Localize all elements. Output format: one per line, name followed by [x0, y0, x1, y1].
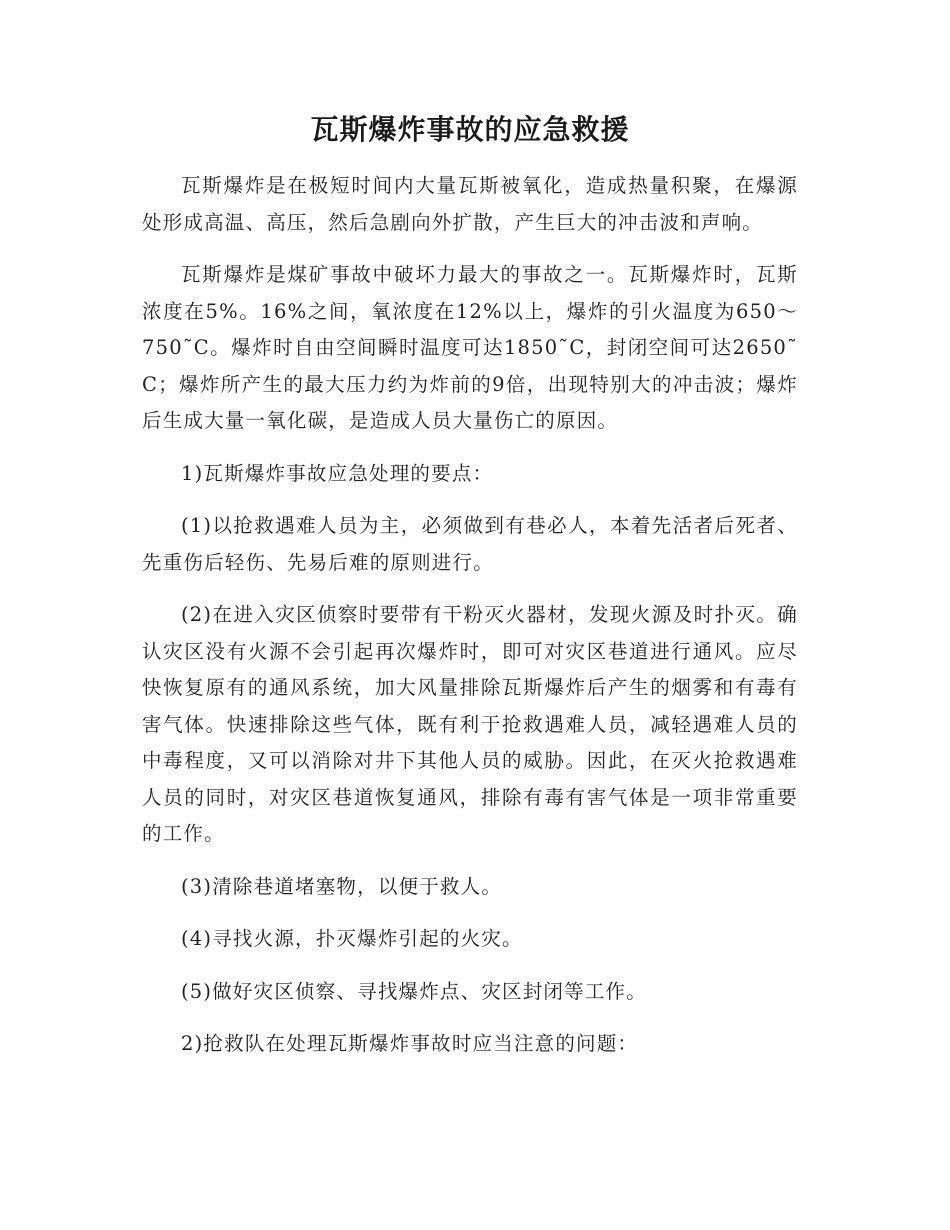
list-item-find-fire-source: (4)寻找火源，扑灭爆炸引起的火灾。	[181, 927, 523, 950]
section-heading-key-points: 1)瓦斯爆炸事故应急处理的要点：	[181, 461, 494, 485]
list-item-rescue-priority: (1)以抢救遇难人员为主，必须做到有巷必人，本着先活者后死者、先重伤后轻伤、先易后难的原则进行。	[142, 514, 798, 574]
list-item-clear-blockage: (3)清除巷道堵塞物，以便于救人。	[181, 874, 503, 898]
list-item-ventilation: (2)在进入灾区侦察时要带有干粉灭火器材，发现火源及时扑灭。确认灾区没有火源不会引起再次爆炸时，即可对灾区巷道进行通风。应尽快恢复原有的通风系统，加大风量排除瓦斯爆炸后产生的烟雾和有毒有害气体。快速排除这些气体，既有利于抢救遇难人员，减轻遇难人员的中毒程度，又可以消除对井下其他人员的威胁。因此，在灭火抢救遇难人员的同时，对灾区巷道恢复通风，排除有毒有害气体是一项非常重要的工作。	[142, 603, 798, 845]
document-title: 瓦斯爆炸事故的应急救援	[310, 113, 630, 146]
paragraph-hazard-details: 瓦斯爆炸是煤矿事故中破坏力最大的事故之一。瓦斯爆炸时，瓦斯浓度在5%。16%之间，氧浓度在12%以上，爆炸的引火温度为650～750˜C。爆炸时自由空间瞬时温度可达1850˜C，封闭空间可达2650˜C；爆炸所产生的最大压力约为炸前的9倍，出现特别大的冲击波；爆炸后生成大量一氧化碳，是造成人员大量伤亡的原因。	[142, 263, 798, 432]
paragraph-intro: 瓦斯爆炸是在极短时间内大量瓦斯被氧化，造成热量积聚，在爆源处形成高温、高压，然后急剧向外扩散，产生巨大的冲击波和声响。	[142, 174, 798, 234]
document-page	[142, 108, 798, 1079]
section-heading-rescue-team-notes: 2)抢救队在处理瓦斯爆炸事故时应当注意的问题：	[181, 1032, 639, 1055]
list-item-survey-and-seal: (5)做好灾区侦察、寻找爆炸点、灾区封闭等工作。	[181, 979, 647, 1003]
